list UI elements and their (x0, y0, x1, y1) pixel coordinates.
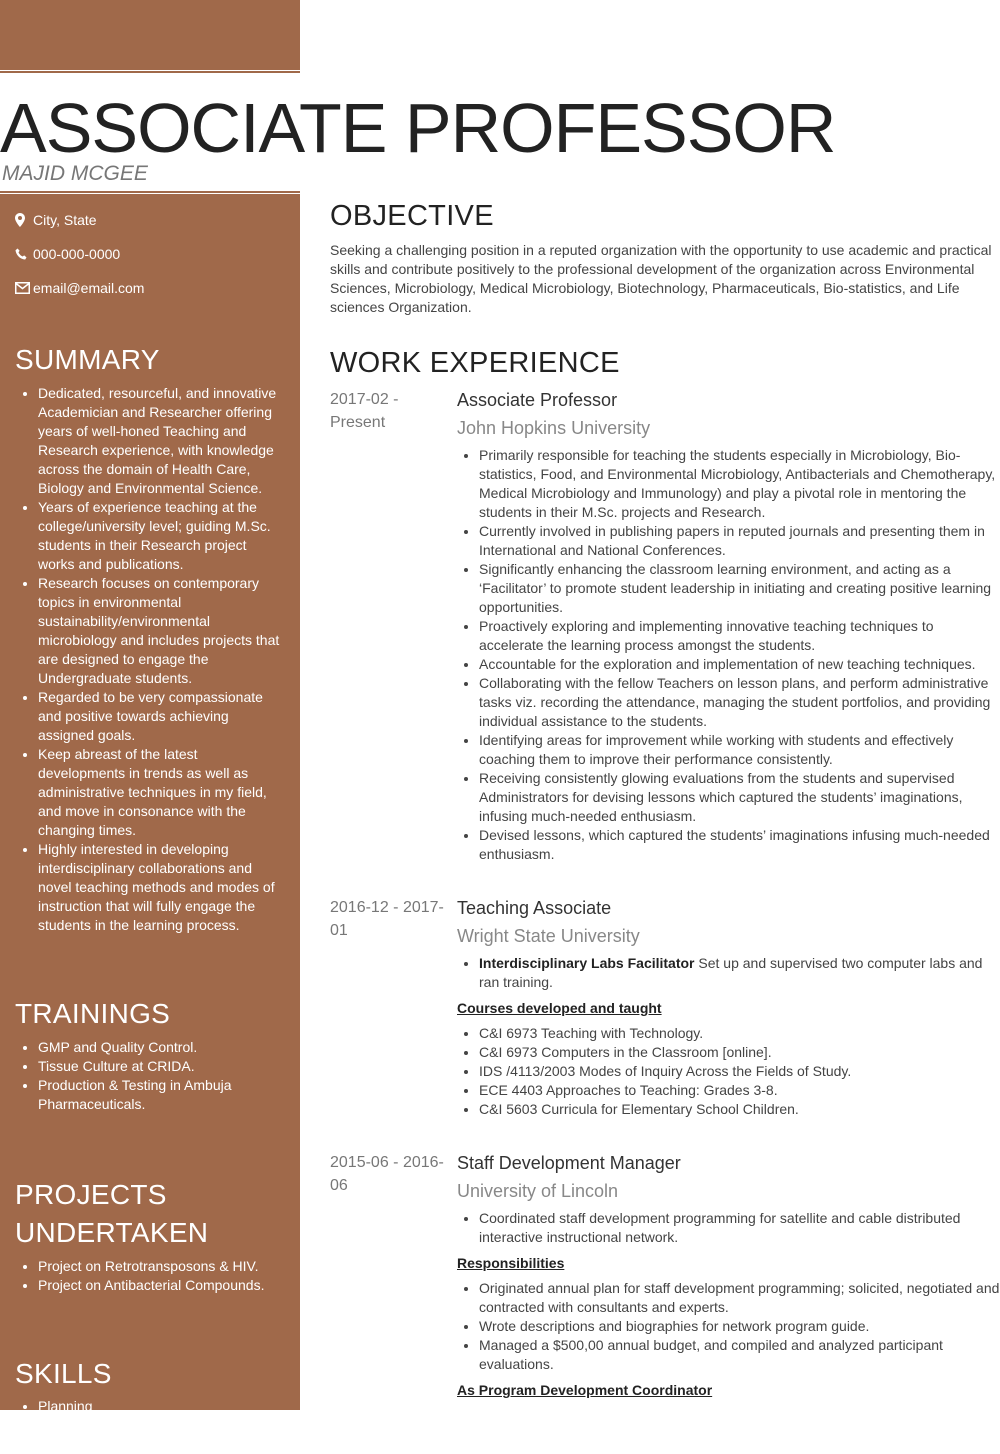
list-item: • Keep abreast of the latest developments in trends as well as administrative techniques in my field, and move in consonance with the changing times. (38, 745, 284, 840)
list-item: • Accountable for the exploration and implementation of new teaching techniques. (479, 655, 1000, 674)
skills-list (0, 1397, 300, 1454)
lead-bold: Interdisciplinary Labs Facilitator (479, 955, 695, 971)
map-pin-icon (15, 213, 33, 227)
objective-text: Seeking a challenging position in a reputed organization with the opportunity to use academic and practical skills and contribute positively to the professional development of the organization across Environmental Sciences, Microbiology, Medical Microbiology, Biotechnology, Pharmaceuticals, Bio-statistics, and Life sciences Organization. (330, 242, 992, 315)
header-rule-bottom (0, 191, 300, 193)
list-item: • Supervision (38, 1416, 284, 1435)
list-item: • C&I 5603 Curricula for Elementary School Children. (479, 1100, 1000, 1119)
list-item: • C&I 6973 Teaching with Technology. (479, 1024, 1000, 1043)
phone-text: 000-000-0000 (33, 246, 121, 262)
job-company: University of Lincoln (457, 1181, 619, 1201)
list-item: • Instruction (38, 1435, 284, 1454)
list-item (479, 954, 1000, 992)
list-item: • Years of experience teaching at the college/university level; guiding M.Sc. students in their Research project works and publications. (38, 498, 284, 574)
list-item: • IDS /4113/2003 Modes of Inquiry Across the Fields of Study. (479, 1062, 1000, 1081)
job-bullets (457, 954, 1000, 992)
lead-text: Set up and supervised two computer labs and ran training. (479, 955, 983, 990)
projects-heading: PROJECTS UNDERTAKEN (15, 1179, 209, 1248)
list-item: • Wrote descriptions and biographies for network program guide. (479, 1317, 1000, 1336)
list-item: • Identifying areas for improvement while working with students and effectively coaching them to improve their performance consistently. (479, 731, 1000, 769)
summary-heading: SUMMARY (15, 344, 160, 375)
job-entry (330, 1151, 1000, 1406)
job-entry (330, 896, 1000, 1119)
page-title: ASSOCIATE PROFESSOR (0, 89, 836, 167)
job-title: Teaching Associate (457, 898, 612, 918)
list-item: • Coordinated staff development programming for satellite and cable distributed interactive instructional network. (479, 1209, 1000, 1247)
program-coordinator-subheading: As Program Development Coordinator (457, 1382, 713, 1398)
phone-icon (15, 248, 33, 261)
job-date: 2017-02 - Present (330, 391, 399, 431)
job-title: Associate Professor (457, 390, 618, 410)
trainings-heading: TRAININGS (15, 998, 171, 1029)
list-item: • Highly interested in developing interdisciplinary collaborations and novel teaching methods and modes of instruction that will fully engage the students in the learning process. (38, 840, 284, 935)
list-item: • Proactively exploring and implementing innovative teaching techniques to accelerate the learning process amongst the students. (479, 617, 1000, 655)
list-item: • Significantly enhancing the classroom learning environment, and acting as a ‘Facilitator’ to promote student leadership in initiating and creating positive learning opportunities. (479, 560, 1000, 617)
job-entry (330, 388, 1000, 864)
courses-list (457, 1024, 1000, 1119)
job-date: 2016-12 - 2017-01 (330, 899, 444, 939)
location-text: City, State (33, 212, 97, 228)
header-rule-top (0, 71, 300, 73)
job-company: Wright State University (457, 926, 640, 946)
list-item: • Tissue Culture at CRIDA. (38, 1057, 284, 1076)
list-item: • Originated annual plan for staff development programming; solicited, negotiated and contracted with consultants and experts. (479, 1279, 1000, 1317)
list-item: • Research focuses on contemporary topics in environmental sustainability/environmental microbiology and includes projects that are designed to engage the Undergraduate students. (38, 574, 284, 688)
responsibilities-list (457, 1279, 1000, 1374)
list-item: • C&I 6973 Computers in the Classroom [online]. (479, 1043, 1000, 1062)
list-item: • GMP and Quality Control. (38, 1038, 284, 1057)
list-item: • Project on Retrotransposons & HIV. (38, 1257, 284, 1276)
job-bullets (457, 1209, 1000, 1247)
objective-heading: OBJECTIVE (330, 200, 494, 232)
envelope-icon (15, 282, 33, 294)
list-item: • Currently involved in publishing papers in reputed journals and presenting them in International and National Conferences. (479, 522, 1000, 560)
skills-heading: SKILLS (15, 1358, 112, 1389)
candidate-name: MAJID MCGEE (2, 162, 148, 185)
sidebar (0, 196, 300, 1454)
list-item: • Planning (38, 1397, 284, 1416)
job-bullets (457, 446, 1000, 864)
list-item: • Collaborating with the fellow Teachers on lesson plans, and perform administrative tasks viz. recording the attendance, managing the student portfolios, and providing individual assistance to the students. (479, 674, 1000, 731)
job-company: John Hopkins University (457, 418, 651, 438)
work-experience-heading: WORK EXPERIENCE (330, 347, 620, 379)
list-item: • Production & Testing in Ambuja Pharmaceuticals. (38, 1076, 284, 1114)
summary-list (0, 384, 300, 935)
job-date: 2015-06 - 2016-06 (330, 1154, 444, 1194)
list-item: • Regarded to be very compassionate and positive towards achieving assigned goals. (38, 688, 284, 745)
contact-location (0, 203, 300, 237)
email-text: email@email.com (33, 280, 145, 296)
main-content (330, 196, 1000, 1406)
trainings-list (0, 1038, 300, 1114)
projects-list (0, 1257, 300, 1295)
list-item: • ECE 4403 Approaches to Teaching: Grades 3-8. (479, 1081, 1000, 1100)
contact-email (0, 271, 300, 305)
list-item: • Project on Antibacterial Compounds. (38, 1276, 284, 1295)
courses-subheading: Courses developed and taught (457, 1000, 662, 1016)
job-title: Staff Development Manager (457, 1153, 681, 1173)
contact-phone (0, 237, 300, 271)
responsibilities-subheading: Responsibilities (457, 1255, 565, 1271)
list-item: • Devised lessons, which captured the students’ imaginations infusing much-needed enthusiasm. (479, 826, 1000, 864)
list-item: • Receiving consistently glowing evaluations from the students and supervised Administrators for devising lessons which captured the students’ imaginations, infusing much-needed enthusiasm. (479, 769, 1000, 826)
list-item: • Managed a $500,00 annual budget, and compiled and analyzed participant evaluations. (479, 1336, 1000, 1374)
list-item: • Primarily responsible for teaching the students especially in Microbiology, Bio-statistics, Food, and Environmental Microbiology, Antibacterials and Chemotherapy, Medical Microbiology and Immunology) and play a pivotal role in mentoring the students in their M.Sc. projects and Research. (479, 446, 1000, 522)
list-item: • Dedicated, resourceful, and innovative Academician and Researcher offering years of well-honed Teaching and Research experience, with knowledge across the domain of Health Care, Biology and Environmental Science. (38, 384, 284, 498)
